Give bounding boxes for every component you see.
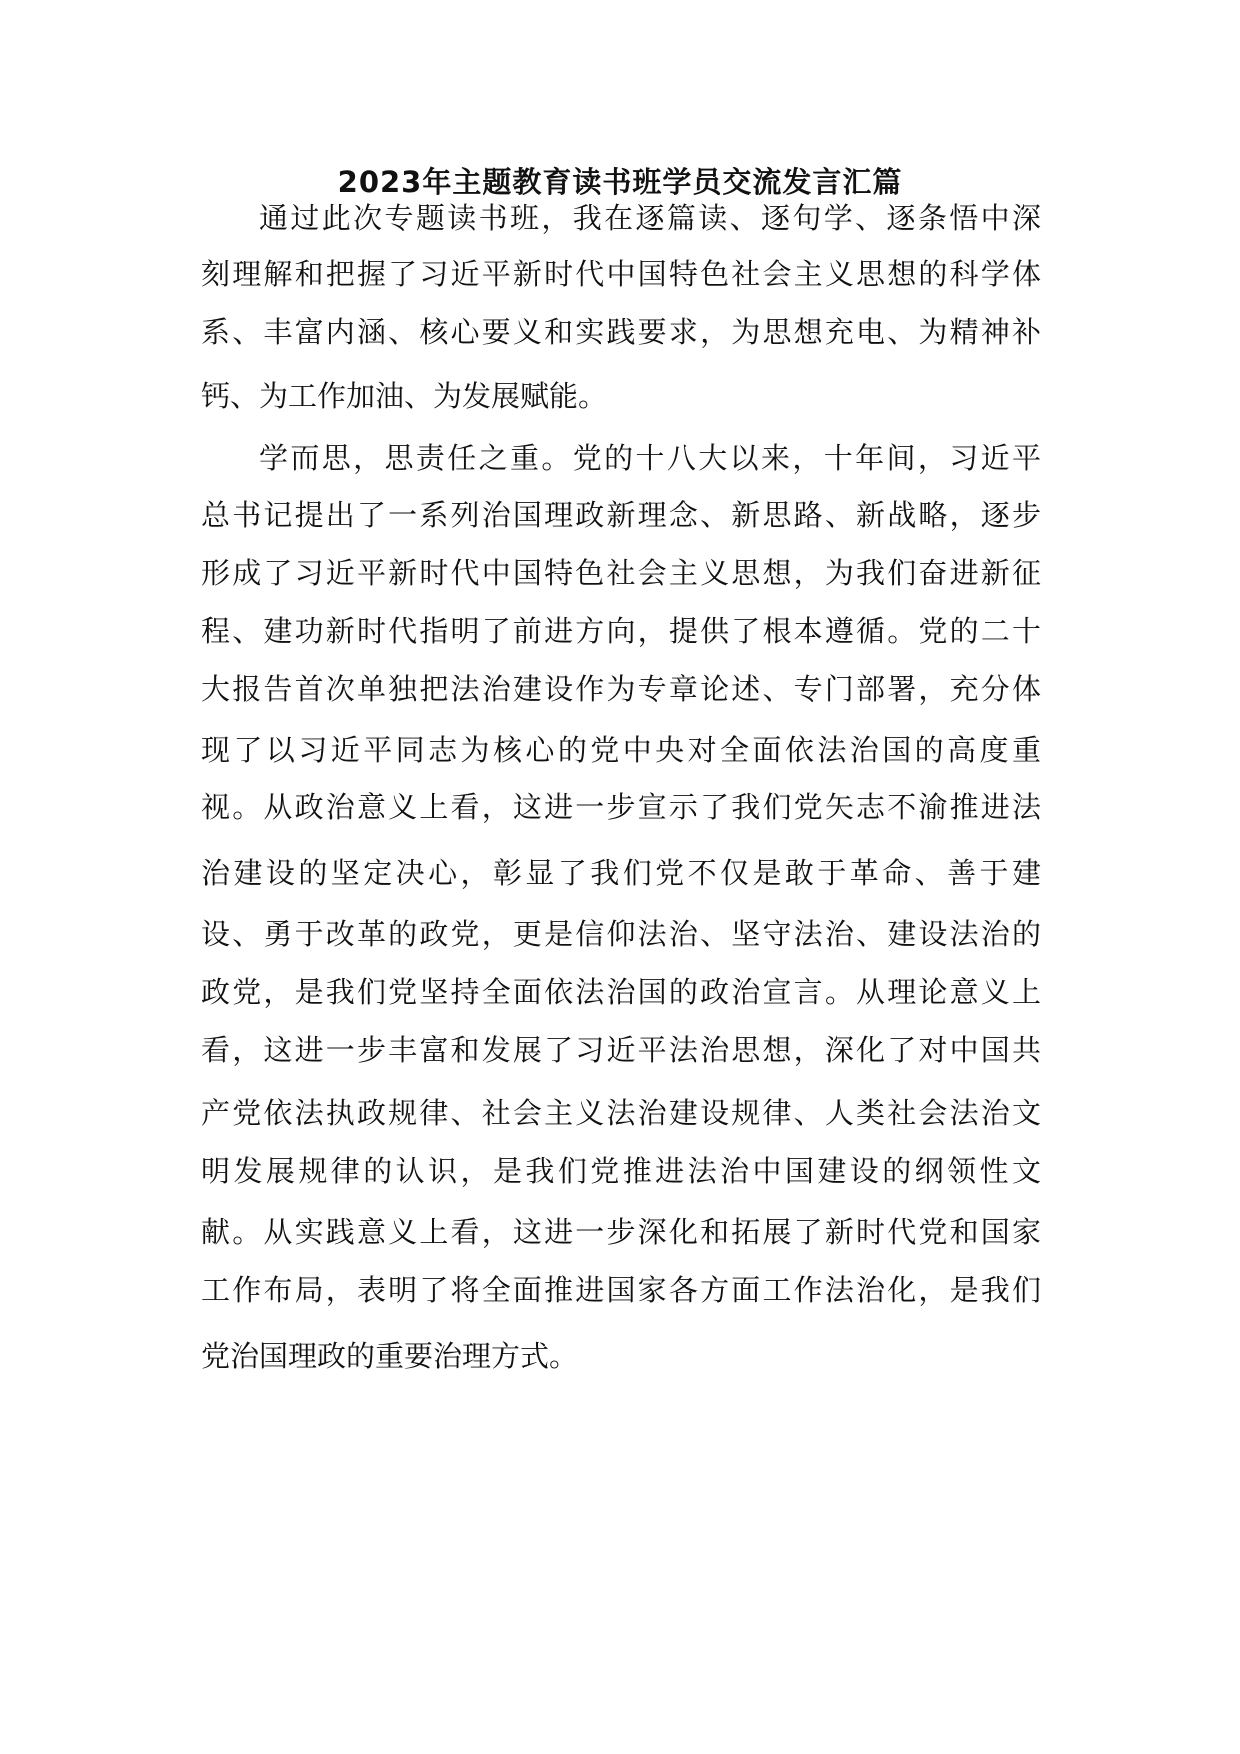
paragraph-2-line-3: 形成了习近平新时代中国特色社会主义思想，为我们奋进新征	[201, 556, 1041, 590]
paragraph-2-line-8: 治建设的坚定决心，彰显了我们党不仅是敢于革命、善于建	[201, 856, 1041, 890]
paragraph-2-line-7: 视。从政治意义上看，这进一步宣示了我们党矢志不渝推进法	[201, 790, 1041, 824]
paragraph-1-line-2: 刻理解和把握了习近平新时代中国特色社会主义思想的科学体	[201, 257, 1041, 291]
paragraph-2-line-4: 程、建功新时代指明了前进方向，提供了根本遵循。党的二十	[201, 614, 1041, 648]
paragraph-1-line-3: 系、丰富内涵、核心要义和实践要求，为思想充电、为精神补	[201, 315, 1041, 349]
paragraph-2-line-1: 学而思，思责任之重。党的十八大以来，十年间，习近平	[259, 441, 1041, 475]
paragraph-2-line-13: 明发展规律的认识，是我们党推进法治中国建设的纲领性文	[201, 1154, 1041, 1188]
paragraph-1-line-1: 通过此次专题读书班，我在逐篇读、逐句学、逐条悟中深	[259, 201, 1041, 235]
document-title: 2023年主题教育读书班学员交流发言汇篇	[337, 165, 903, 199]
paragraph-2-line-11: 看，这进一步丰富和发展了习近平法治思想，深化了对中国共	[201, 1033, 1041, 1067]
paragraph-2-line-9: 设、勇于改革的政党，更是信仰法治、坚守法治、建设法治的	[201, 917, 1041, 951]
paragraph-2-line-6: 现了以习近平同志为核心的党中央对全面依法治国的高度重	[201, 733, 1041, 767]
paragraph-2-line-14: 献。从实践意义上看，这进一步深化和拓展了新时代党和国家	[201, 1215, 1041, 1249]
paragraph-2-line-5: 大报告首次单独把法治建设作为专章论述、专门部署，充分体	[201, 672, 1041, 706]
paragraph-1-line-4: 钙、为工作加油、为发展赋能。	[201, 379, 608, 413]
paragraph-2-line-10: 政党，是我们党坚持全面依法治国的政治宣言。从理论意义上	[201, 975, 1041, 1009]
paragraph-2-line-15: 工作布局，表明了将全面推进国家各方面工作法治化，是我们	[201, 1273, 1041, 1307]
paragraph-2-line-12: 产党依法执政规律、社会主义法治建设规律、人类社会法治文	[201, 1096, 1041, 1130]
paragraph-2-line-16: 党治国理政的重要治理方式。	[201, 1339, 579, 1373]
paragraph-2-line-2: 总书记提出了一系列治国理政新理念、新思路、新战略，逐步	[201, 498, 1041, 532]
